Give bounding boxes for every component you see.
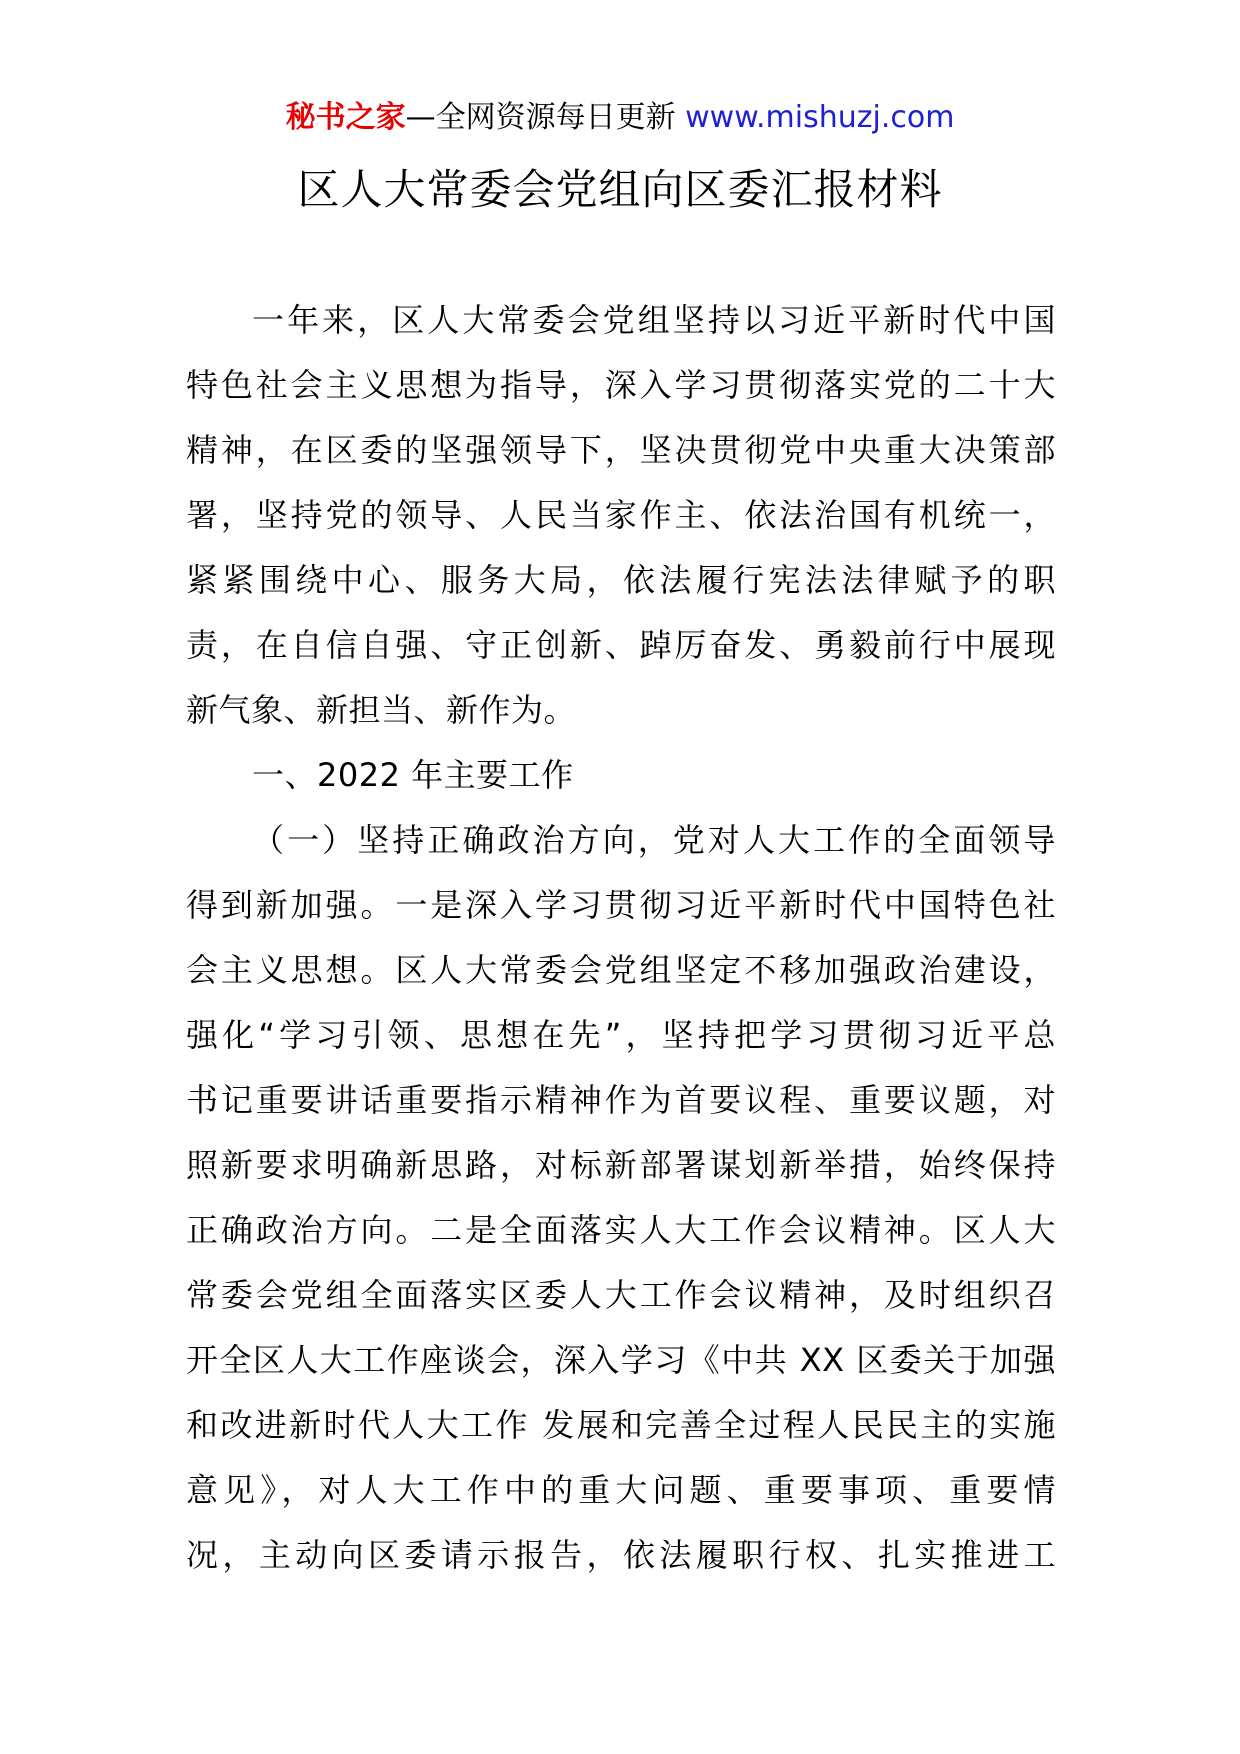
paragraph-line: 责，在自信自强、守正创新、踔厉奋发、勇毅前行中展现 — [186, 626, 1056, 664]
paragraph-line: 开全区人大工作座谈会，深入学习《中共 XX 区委关于加强 — [186, 1341, 1056, 1379]
header-slogan: —全网资源每日更新 — [405, 100, 686, 135]
paragraph-line: 照新要求明确新思路，对标新部署谋划新举措，始终保持 — [186, 1146, 1056, 1184]
paragraph-line: 紧紧围绕中心、服务大局，依法履行宪法法律赋予的职 — [186, 561, 1056, 599]
paragraph-line: 得到新加强。一是深入学习贯彻习近平新时代中国特色社 — [186, 886, 1056, 924]
paragraph-line: 况，主动向区委请示报告，依法履职行权、扎实推进工 — [186, 1536, 1056, 1574]
paragraph-line: 强化“学习引领、思想在先”，坚持把学习贯彻习近平总 — [186, 1016, 1056, 1054]
paragraph-line: 书记重要讲话重要指示精神作为首要议程、重要议题，对 — [186, 1081, 1056, 1119]
paragraph-line: 正确政治方向。二是全面落实人大工作会议精神。区人大 — [186, 1211, 1056, 1249]
paragraph-line: 和改进新时代人大工作 发展和完善全过程人民民主的实施 — [186, 1406, 1056, 1444]
paragraph-line: 特色社会主义思想为指导，深入学习贯彻落实党的二十大 — [186, 366, 1056, 404]
document-body — [186, 288, 1056, 1588]
section-heading: 一、2022 年主要工作 — [252, 756, 574, 794]
paragraph-line: （一）坚持正确政治方向，党对人大工作的全面领导 — [252, 821, 1056, 859]
paragraph-line: 会主义思想。区人大常委会党组坚定不移加强政治建设， — [186, 951, 1056, 989]
site-header — [0, 98, 1240, 138]
paragraph-line: 署，坚持党的领导、人民当家作主、依法治国有机统一， — [186, 496, 1056, 534]
paragraph-line: 一年来，区人大常委会党组坚持以习近平新时代中国 — [252, 301, 1056, 339]
brand-name: 秘书之家 — [285, 100, 406, 135]
paragraph-line: 常委会党组全面落实区委人大工作会议精神，及时组织召 — [186, 1276, 1056, 1314]
site-url-link[interactable]: www.mishuzj.com — [685, 100, 955, 135]
paragraph-line: 新气象、新担当、新作为。 — [186, 691, 577, 729]
paragraph-line: 精神，在区委的坚强领导下，坚决贯彻党中央重大决策部 — [186, 431, 1056, 469]
document-title: 区人大常委会党组向区委汇报材料 — [297, 165, 943, 214]
paragraph-line: 意见》，对人大工作中的重大问题、重要事项、重要情 — [186, 1471, 1056, 1509]
